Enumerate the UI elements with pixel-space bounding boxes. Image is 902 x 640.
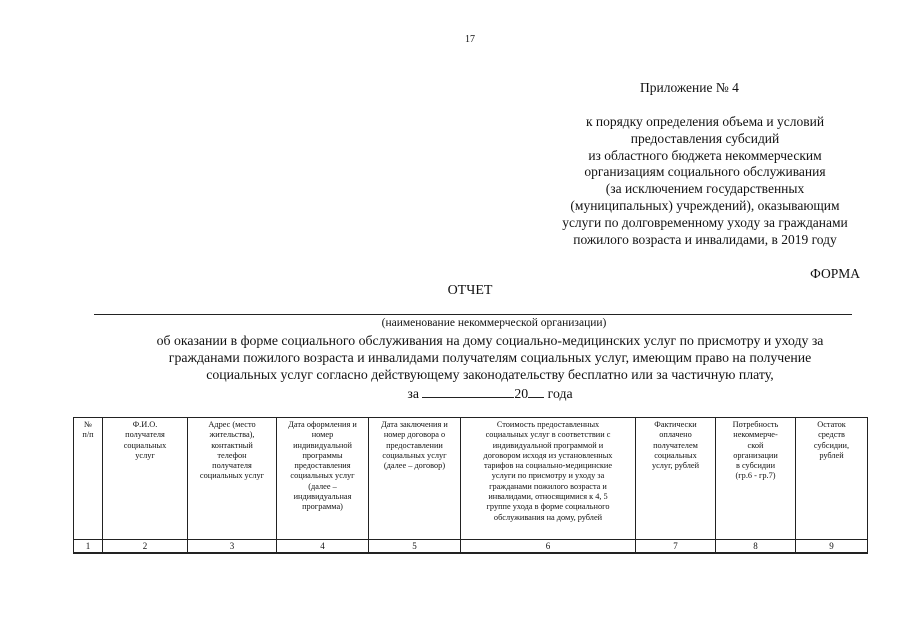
- report-title: ОТЧЕТ: [447, 283, 493, 298]
- header-cell: Дата заключения и номер договора о предоставлении социальных услуг (далее – договор): [369, 418, 461, 540]
- period-year: 20: [514, 386, 529, 401]
- header-cell: Фактически оплачено получателем социальных услуг, рублей: [636, 418, 716, 540]
- appendix-title: Приложение № 4: [640, 80, 739, 95]
- appendix-line: организациям социального обслуживания: [584, 164, 826, 180]
- form-label: ФОРМА: [810, 266, 860, 281]
- appendix-description: [530, 114, 880, 248]
- subtitle-line: гражданами пожилого возраста и инвалидами получателям социальных услуг, имеющим право на получение: [168, 350, 812, 365]
- appendix-line: к порядку определения объема и условий: [585, 114, 825, 129]
- column-number-cell: 4: [277, 540, 369, 554]
- header-cell: Ф.И.О. получателя социальных услуг: [103, 418, 188, 540]
- table-header-row: [74, 418, 868, 540]
- period-blank: [422, 385, 514, 398]
- column-number-cell: 5: [369, 540, 461, 554]
- header-cell: Дата оформления и номер индивидуальной программы предоставления социальных услуг (далее – индивидуальная программа): [277, 418, 369, 540]
- appendix-line: предоставления субсидий: [630, 130, 780, 146]
- appendix-line: пожилого возраста и инвалидами, в 2019 году: [573, 231, 837, 247]
- year-blank: [528, 385, 544, 398]
- column-number-row: [74, 540, 868, 554]
- report-period: [60, 385, 902, 402]
- column-number-cell: 2: [103, 540, 188, 554]
- report-subtitle: [60, 332, 902, 383]
- header-cell: Адрес (место жительства), контактный телефон получателя социальных услуг: [188, 418, 277, 540]
- appendix-line: (муниципальных) учреждений), оказывающим: [570, 197, 840, 213]
- subtitle-line: об оказании в форме социального обслуживания на дому социально-медицинских услуг по присмотру и уходу за: [156, 333, 824, 348]
- appendix-line: из областного бюджета некоммерческим: [588, 147, 822, 163]
- period-suffix: года: [547, 386, 573, 401]
- organization-name-line: [94, 314, 852, 315]
- header-cell: Остаток средств субсидии, рублей: [796, 418, 868, 540]
- organization-caption: (наименование некоммерческой организации): [381, 317, 607, 329]
- column-number-cell: 9: [796, 540, 868, 554]
- header-cell: № п/п: [74, 418, 103, 540]
- appendix-line: услуги по долговременному уходу за гражданами: [562, 214, 848, 230]
- column-number-cell: 8: [716, 540, 796, 554]
- column-number-cell: 6: [461, 540, 636, 554]
- header-cell: Стоимость предоставленных социальных услуг в соответствии с индивидуальной программой и договором исходя из установленных тарифов на социально-медицинские услуги по присмотру и уходу за гражданами пожилого возраста и инвалидами, относящимися к 4, 5 группе ухода в форме социального обслуживания на дому, рублей: [461, 418, 636, 540]
- appendix-line: (за исключением государственных: [605, 181, 805, 197]
- subtitle-line: социальных услуг согласно действующему законодательству бесплатно или за частичную плату,: [206, 367, 774, 382]
- column-number-cell: 1: [74, 540, 103, 554]
- header-cell: Потребность некоммерче- ской организации в субсидии (гр.6 - гр.7): [716, 418, 796, 540]
- column-number-cell: 3: [188, 540, 277, 554]
- report-table: [73, 417, 868, 554]
- page-number: 17: [465, 34, 475, 45]
- period-prefix: за: [407, 386, 419, 401]
- column-number-cell: 7: [636, 540, 716, 554]
